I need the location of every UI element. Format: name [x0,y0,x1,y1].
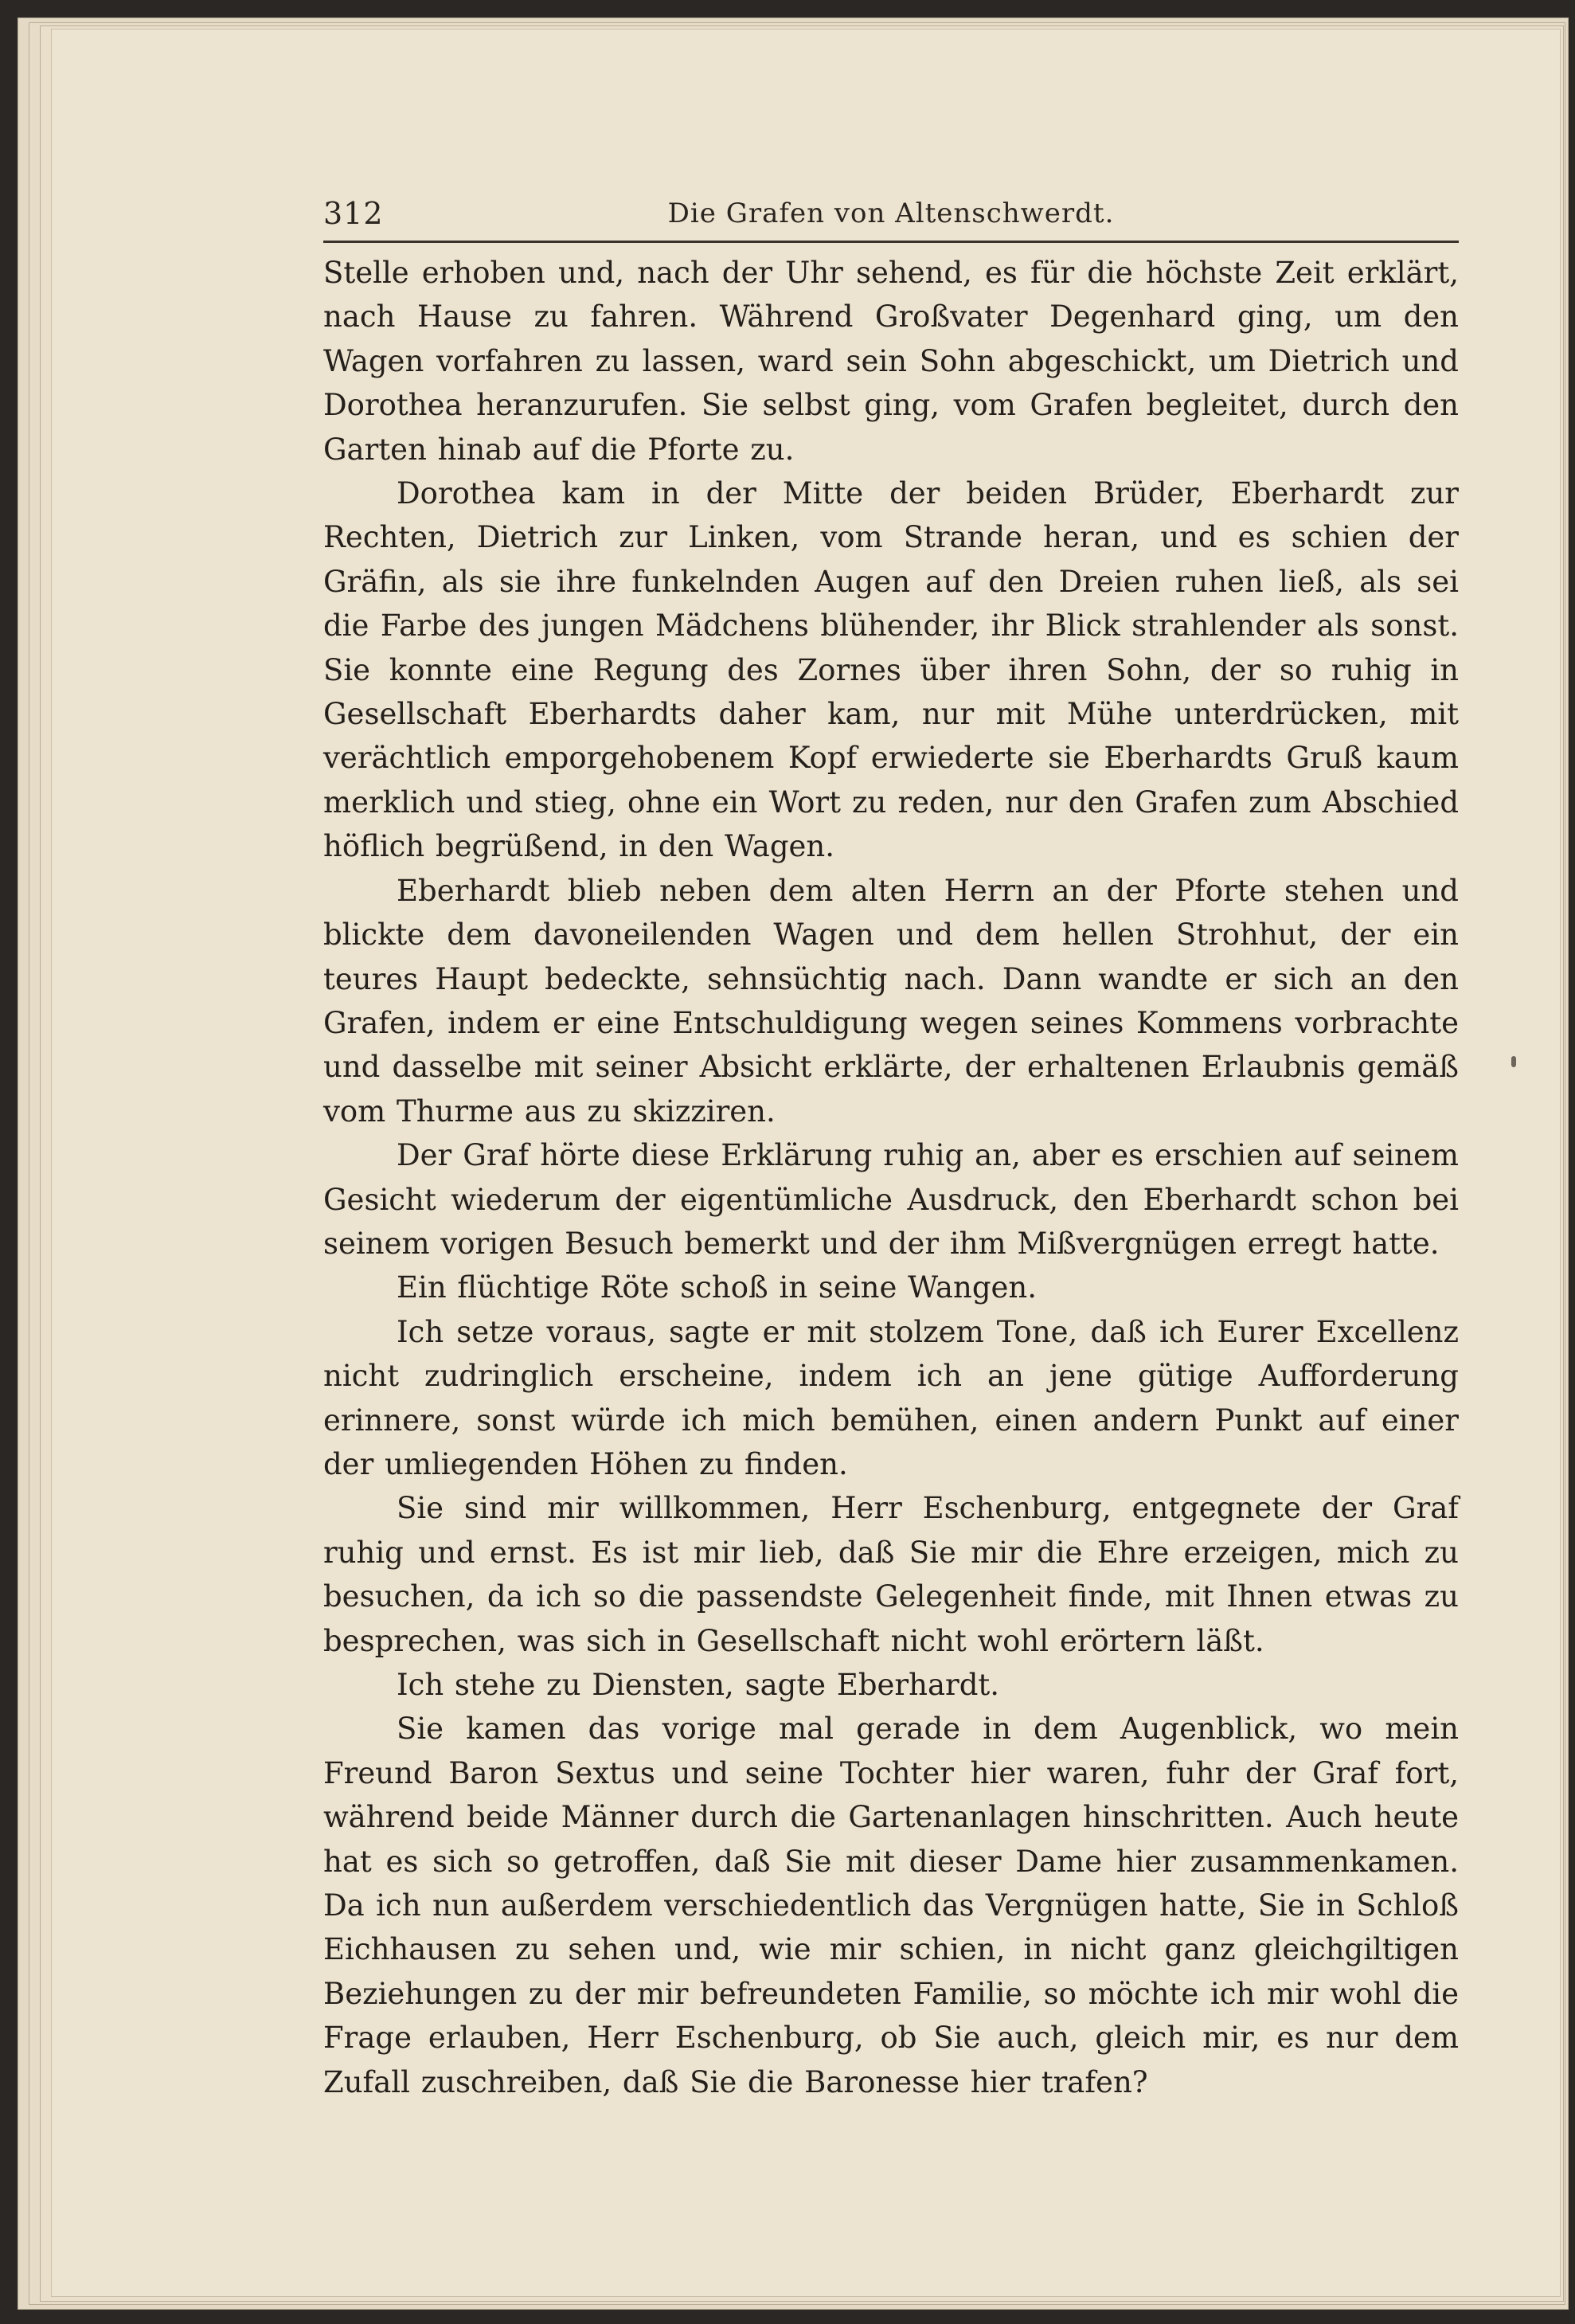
body-text [323,251,1459,2104]
paragraph: Sie kamen das vorige mal gerade in dem Augenblick, wo mein Freund Baron Sextus und seine Tochter hier waren, fuhr der Graf fort, während beide Männer durch die Gartenanlagen hinschritten. Auch heute hat es sich so getroffen, daß Sie mit dieser Dame hier zusammenkamen. Da ich nun außerdem verschiedentlich das Vergnügen hatte, Sie in Schloß Eichhausen zu sehen und, wie mir schien, in nicht ganz gleichgiltigen Beziehungen zu der mir befreundeten Familie, so möchte ich mir wohl die Frage erlauben, Herr Eschenburg, ob Sie auch, gleich mir, es nur dem Zufall zuschreiben, daß Sie die Baronesse hier trafen? [323,1712,1459,2099]
paragraph: Ich setze voraus, sagte er mit stolzem Tone, daß ich Eurer Excellenz nicht zudringlich erscheine, indem ich an jene gütige Aufforderung erinnere, sonst würde ich mich bemühen, einen andern Punkt auf einer der umliegenden Höhen zu finden. [323,1314,1459,1481]
paragraph: Ein flüchtige Röte schoß in seine Wangen. [397,1270,1037,1305]
ink-mark [1511,1056,1516,1067]
running-title: Die Grafen von Altenschwerdt. [667,198,1115,229]
paragraph: Dorothea kam in der Mitte der beiden Brüder, Eberhardt zur Rechten, Dietrich zur Linken, vom Strande heran, und es schien der Gräfin, als sie ihre funkelnden Augen auf den Dreien ruhen ließ, als sei die Farbe des jungen Mädchens blühender, ihr Blick strahlender als sonst. Sie konnte eine Regung des Zornes über ihren Sohn, der so ruhig in Gesellschaft Eberhardts daher kam, nur mit Mühe unterdrücken, mit verächtlich emporgehobenem Kopf erwiederte sie Eberhardts Gruß kaum merklich und stieg, ohne ein Wort zu reden, nur den Grafen zum Abschied höflich begrüßend, in den Wagen. [323,476,1459,864]
paragraph: Ich stehe zu Diensten, sagte Eberhardt. [397,1668,1000,1702]
paragraph: Eberhardt blieb neben dem alten Herrn an der Pforte stehen und blickte dem davoneilenden Wagen und dem hellen Strohhut, der ein teures Haupt bedeckte, sehnsüchtig nach. Dann wandte er sich an den Grafen, indem er eine Entschuldigung wegen seines Kommens vorbrachte und dasselbe mit seiner Absicht erklärte, der erhaltenen Erlaubnis gemäß vom Thurme aus zu skizziren. [323,873,1459,1129]
paragraph: Sie sind mir willkommen, Herr Eschenburg, entgegnete der Graf ruhig und ernst. Es ist mir lieb, daß Sie mir die Ehre erzeigen, mich zu besuchen, da ich so die passendste Gelegenheit finde, mit Ihnen etwas zu besprechen, was sich in Gesellschaft nicht wohl erörtern läßt. [323,1491,1459,1658]
paragraph: Der Graf hörte diese Erklärung ruhig an, aber es erschien auf seinem Gesicht wiederum der eigentümliche Ausdruck, den Eberhardt schon bei seinem vorigen Besuch bemerkt und der ihm Mißvergnügen erregt hatte. [323,1138,1459,1261]
page-header [323,196,1459,243]
paragraph-continuation: Stelle erhoben und, nach der Uhr sehend, es für die höchste Zeit erklärt, nach Hause zu fahren. Während Großvater Degenhard ging, um den Wagen vorfahren zu lassen, ward sein Sohn abgeschickt, um Dietrich und Dorothea heranzurufen. Sie selbst ging, vom Grafen begleitet, durch den Garten hinab auf die Pforte zu. [323,256,1459,467]
page-number: 312 [323,196,384,231]
